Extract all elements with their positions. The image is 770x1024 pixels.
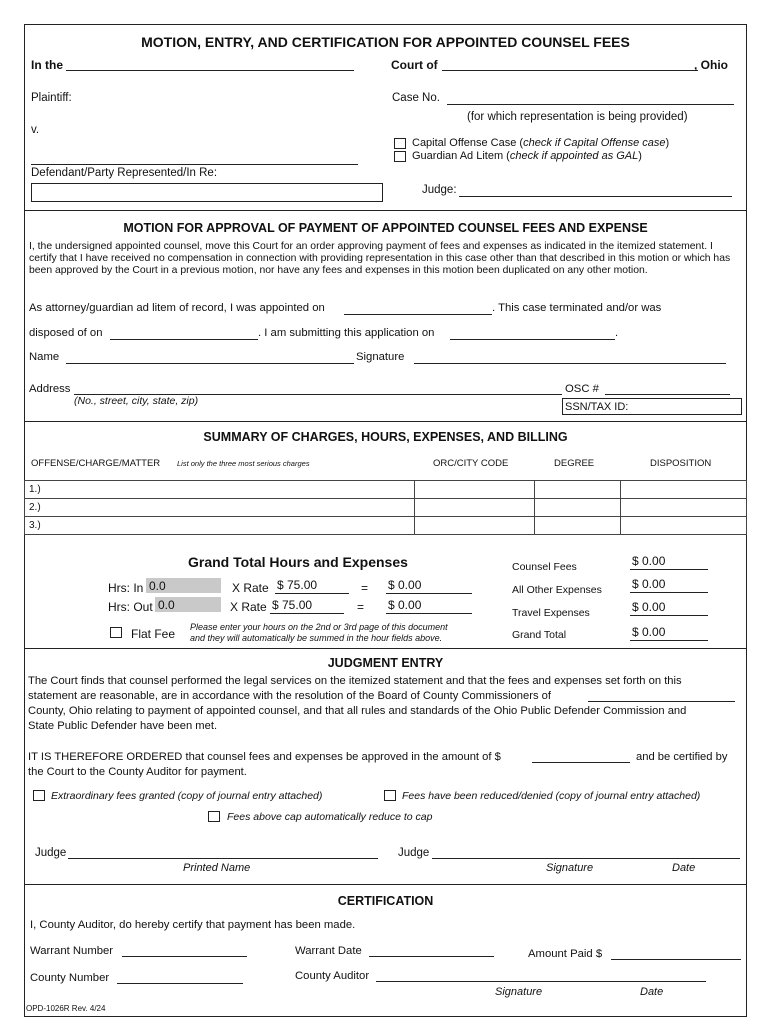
- grand-total-line: [630, 640, 708, 641]
- amount-paid-label: Amount Paid $: [528, 948, 603, 960]
- printed-name-label: Printed Name: [183, 862, 251, 874]
- travel-value: $ 0.00: [632, 600, 666, 614]
- grand-total-label: Grand Total: [512, 629, 567, 641]
- motion-paragraph: I, the undersigned appointed counsel, move this Court for an order approving payment of fees and expenses as indicated in the itemized statement. I certify that I have received no compensation in connection with providing representation in this case other than that described in this motion or which has been approved by the Court in a previous motion, nor have any fees and expenses in this motion been duplicated on any other motion.: [29, 241, 731, 276]
- county-number-label: County Number: [30, 972, 110, 984]
- amount-paid-field[interactable]: [611, 959, 741, 960]
- name-field[interactable]: [66, 363, 354, 364]
- counsel-fees-line: [630, 569, 708, 570]
- degree-cell[interactable]: [535, 499, 621, 517]
- county-number-field[interactable]: [117, 983, 243, 984]
- judge-field[interactable]: [459, 196, 732, 197]
- signature-field[interactable]: [414, 363, 726, 364]
- rate-value-2[interactable]: $ 75.00: [272, 598, 313, 612]
- extraordinary-fees-checkbox[interactable]: [33, 790, 45, 801]
- judge-label-printed: Judge: [35, 847, 67, 859]
- form-title: MOTION, ENTRY, AND CERTIFICATION FOR APPOINTED COUNSEL FEES: [141, 34, 630, 50]
- fees-reduced-label: Fees have been reduced/denied (copy of journal entry attached): [402, 790, 701, 802]
- table-row: [25, 499, 747, 517]
- judge-date-label: Date: [672, 862, 696, 874]
- divider: [24, 421, 747, 422]
- counsel-fees-label: Counsel Fees: [512, 561, 577, 573]
- judge-printed-field[interactable]: [68, 858, 378, 859]
- divider: [24, 884, 747, 885]
- judgment-text-2: statement are reasonable, are in accordance with the resolution of the Board of County Commissioners of: [28, 690, 551, 702]
- charges-table: [24, 480, 747, 535]
- fees-cap-checkbox[interactable]: [208, 811, 220, 822]
- ohio-label: , Ohio: [694, 58, 728, 72]
- extraordinary-fees-label: Extraordinary fees granted (copy of journal entry attached): [51, 790, 323, 802]
- fees-cap-label: Fees above cap automatically reduce to cap: [227, 811, 433, 823]
- table-row: [25, 481, 747, 499]
- hours-note: Please enter your hours on the 2nd or 3rd page of this document and they will automatically be summed in the hour fields above.: [190, 622, 448, 643]
- county-auditor-label: County Auditor: [295, 970, 370, 982]
- osc-field[interactable]: [605, 394, 730, 395]
- col-offense: OFFENSE/CHARGE/MATTER: [31, 458, 161, 469]
- disposition-cell[interactable]: [621, 517, 747, 535]
- travel-line: [630, 615, 708, 616]
- defendant-line[interactable]: [31, 164, 358, 165]
- result-2: $ 0.00: [388, 598, 422, 612]
- signature-label: Signature: [356, 351, 405, 363]
- judgment-text-3: County, Ohio relating to payment of appointed counsel, and that all rules and standards of the Ohio Public Defender Commission and: [28, 705, 687, 717]
- rate-label-2: X Rate: [230, 600, 267, 614]
- degree-cell[interactable]: [535, 517, 621, 535]
- divider: [24, 210, 747, 211]
- warrant-date-label: Warrant Date: [295, 945, 362, 957]
- other-exp-line: [630, 592, 708, 593]
- rate-line-1: [275, 593, 349, 594]
- travel-label: Travel Expenses: [512, 607, 590, 619]
- county-commissioners-field[interactable]: [588, 701, 735, 702]
- orc-cell[interactable]: [415, 499, 535, 517]
- degree-cell[interactable]: [535, 481, 621, 499]
- in-the-label: In the: [31, 58, 63, 72]
- plaintiff-label: Plaintiff:: [31, 92, 72, 104]
- address-note: (No., street, city, state, zip): [74, 395, 199, 407]
- orc-cell[interactable]: [415, 481, 535, 499]
- defendant-input[interactable]: [31, 183, 383, 202]
- hrs-out-label: Hrs: Out: [108, 600, 153, 614]
- motion-heading: MOTION FOR APPROVAL OF PAYMENT OF APPOINTED COUNSEL FEES AND EXPENSE: [123, 221, 648, 235]
- table-row: [25, 517, 747, 535]
- county-field[interactable]: [442, 70, 698, 71]
- case-note: (for which representation is being provided): [467, 111, 688, 123]
- result-1: $ 0.00: [388, 578, 422, 592]
- hrs-out-value: 0.0: [158, 598, 175, 612]
- rate-label-1: X Rate: [232, 581, 269, 595]
- orc-cell[interactable]: [415, 517, 535, 535]
- certification-heading: CERTIFICATION: [337, 894, 434, 908]
- flat-fee-label: Flat Fee: [131, 627, 176, 641]
- versus-label: v.: [31, 124, 40, 136]
- auditor-signature-label: Signature: [495, 986, 543, 998]
- disposition-cell[interactable]: [621, 499, 747, 517]
- grand-total-value: $ 0.00: [632, 625, 666, 639]
- disposed-date-field[interactable]: [110, 339, 258, 340]
- judgment-heading: JUDGMENT ENTRY: [327, 656, 444, 670]
- judgment-text-1: The Court finds that counsel performed the legal services on the itemized statement and that the fees and expenses set forth on this: [28, 675, 682, 687]
- warrant-number-label: Warrant Number: [30, 945, 114, 957]
- disposed-on-text: disposed of on: [29, 327, 103, 339]
- submitting-text: . I am submitting this application on: [258, 327, 435, 339]
- certification-statement: I, County Auditor, do hereby certify that payment has been made.: [30, 919, 356, 931]
- counsel-fees-value: $ 0.00: [632, 554, 666, 568]
- auditor-text: the Court to the County Auditor for payment.: [28, 766, 247, 778]
- summary-heading: SUMMARY OF CHARGES, HOURS, EXPENSES, AND BILLING: [203, 430, 568, 444]
- warrant-number-field[interactable]: [122, 956, 247, 957]
- terminated-text: . This case terminated and/or was: [492, 302, 662, 314]
- ssn-label: SSN/TAX ID:: [565, 401, 629, 413]
- case-no-field[interactable]: [447, 104, 734, 105]
- row-number: 2.): [25, 499, 415, 517]
- court-name-field[interactable]: [66, 70, 354, 71]
- col-offense-note: List only the three most serious charges: [177, 459, 310, 468]
- judgment-text-4: State Public Defender have been met.: [28, 720, 218, 732]
- rate-value-1[interactable]: $ 75.00: [277, 578, 318, 592]
- defendant-label: Defendant/Party Represented/In Re:: [31, 167, 218, 179]
- hrs-in-label: Hrs: In: [108, 581, 144, 595]
- row-number: 1.): [25, 481, 415, 499]
- county-auditor-field[interactable]: [376, 981, 706, 982]
- judge-signature-field[interactable]: [432, 858, 740, 859]
- equals-1: =: [361, 581, 369, 595]
- form-code: OPD-1026R Rev. 4/24: [26, 1004, 106, 1013]
- disposition-cell[interactable]: [621, 481, 747, 499]
- case-no-label: Case No.: [392, 92, 440, 104]
- submission-date-field[interactable]: [450, 339, 615, 340]
- guardian-ad-litem-checkbox[interactable]: [394, 151, 406, 162]
- approved-amount-field[interactable]: [532, 762, 630, 763]
- court-of-label: Court of: [391, 58, 438, 72]
- result-line-2: [386, 613, 472, 614]
- capital-offense-label: Capital Offense Case (check if Capital Offense case): [412, 137, 670, 149]
- osc-label: OSC #: [565, 383, 599, 395]
- name-label: Name: [29, 351, 60, 363]
- col-disposition: DISPOSITION: [650, 458, 712, 469]
- col-orc: ORC/CITY CODE: [433, 458, 509, 469]
- fees-reduced-checkbox[interactable]: [384, 790, 396, 801]
- ordered-text: IT IS THEREFORE ORDERED that counsel fees and expenses be approved in the amount of $: [28, 751, 501, 763]
- guardian-ad-litem-label: Guardian Ad Litem (check if appointed as GAL): [412, 150, 642, 162]
- other-exp-label: All Other Expenses: [512, 584, 602, 596]
- certified-text: and be certified by: [636, 751, 728, 763]
- period: .: [615, 327, 619, 339]
- auditor-date-label: Date: [640, 986, 664, 998]
- appointed-date-field[interactable]: [344, 314, 492, 315]
- totals-heading: Grand Total Hours and Expenses: [188, 554, 408, 570]
- address-label: Address: [29, 383, 71, 395]
- judge-label-signature: Judge: [398, 847, 430, 859]
- equals-2: =: [357, 600, 365, 614]
- judge-signature-label: Signature: [546, 862, 594, 874]
- result-line-1: [386, 593, 472, 594]
- hrs-in-value: 0.0: [149, 579, 166, 593]
- appointed-on-text: As attorney/guardian ad litem of record, I was appointed on: [29, 302, 325, 314]
- divider: [24, 648, 747, 649]
- capital-offense-checkbox[interactable]: [394, 138, 406, 149]
- rate-line-2: [270, 613, 344, 614]
- row-number: 3.): [25, 517, 415, 535]
- judge-label: Judge:: [422, 184, 457, 196]
- flat-fee-checkbox[interactable]: [110, 627, 122, 638]
- col-degree: DEGREE: [554, 458, 595, 469]
- warrant-date-field[interactable]: [369, 956, 494, 957]
- other-exp-value: $ 0.00: [632, 577, 666, 591]
